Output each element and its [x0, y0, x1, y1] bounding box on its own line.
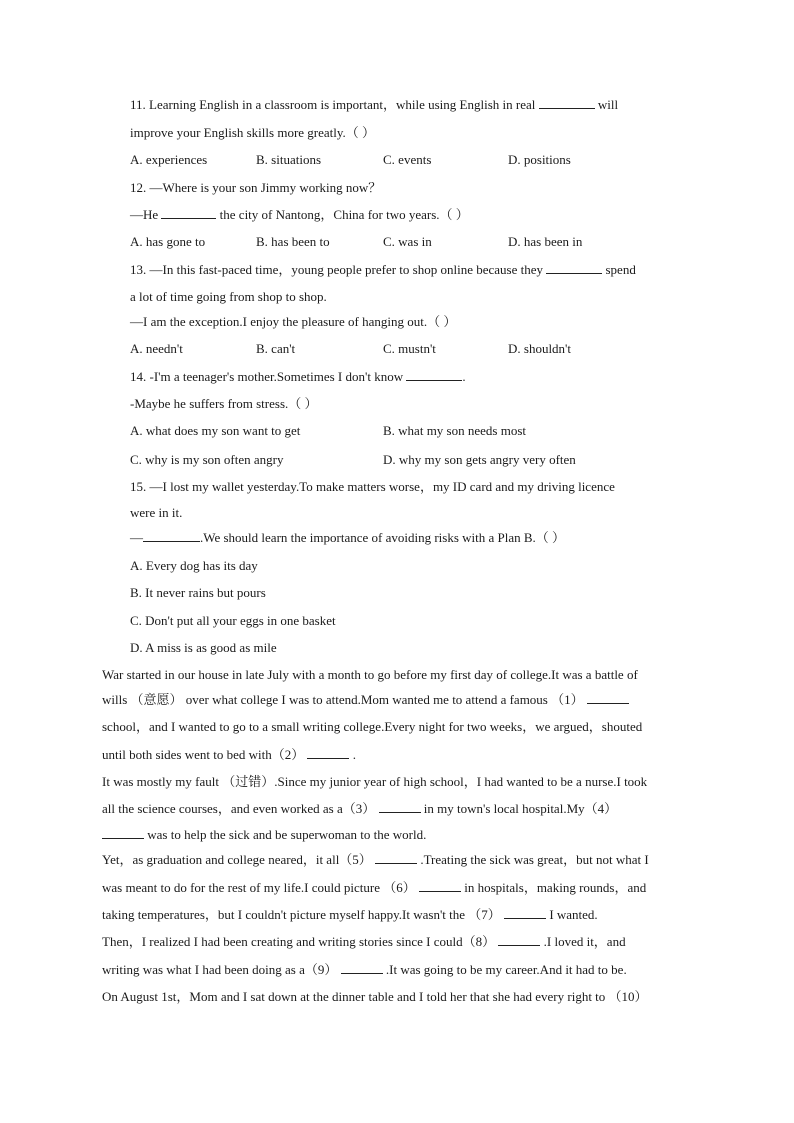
- answer-blank: [587, 691, 629, 704]
- line-text: 14. -I'm a teenager's mother.Sometimes I don't know: [130, 369, 407, 384]
- line-text: Yet，as graduation and college neared，it all（5）: [102, 852, 376, 867]
- line-text: Then，I realized I had been creating and writing stories since I could（8）: [102, 934, 499, 949]
- answer-blank: [143, 529, 200, 542]
- option-c: C. Don't put all your eggs in one basket: [130, 613, 336, 628]
- option-c: C. events: [383, 152, 432, 167]
- answer-blank: [498, 933, 540, 946]
- option-c: C. was in: [383, 234, 432, 249]
- line-text: .We should learn the importance of avoiding risks with a Plan B.（ ）: [200, 530, 566, 545]
- option-d: D. why my son gets angry very often: [383, 452, 576, 467]
- option-c: C. why is my son often angry: [130, 452, 284, 467]
- line-text: school，and I wanted to go to a small writing college.Every night for two weeks，we argued，shouted: [102, 719, 643, 734]
- option-d: D. shouldn't: [508, 341, 572, 356]
- line-text: —I am the exception.I enjoy the pleasure of hanging out.（ ）: [130, 314, 457, 329]
- line-text: I wanted.: [546, 907, 598, 922]
- line-text: all the science courses，and even worked as a（3）: [102, 801, 379, 816]
- answer-blank: [419, 879, 461, 892]
- text-line: [102, 933, 626, 951]
- option-d: D. A miss is as good as mile: [130, 640, 277, 655]
- answer-blank: [379, 800, 421, 813]
- line-text: until both sides went to bed with（2）: [102, 747, 308, 762]
- line-text: -Maybe he suffers from stress.（ ）: [130, 396, 318, 411]
- text-line: [102, 826, 426, 844]
- option-a: A. has gone to: [130, 234, 206, 249]
- line-text: will: [594, 97, 619, 112]
- answer-blank: [375, 851, 417, 864]
- text-line: [102, 906, 598, 924]
- text-line: [130, 478, 615, 496]
- text-line: [130, 368, 466, 386]
- option-d: D. has been in: [508, 234, 583, 249]
- answer-blank: [161, 206, 216, 219]
- line-text: .: [462, 369, 466, 384]
- text-line: [102, 666, 638, 684]
- text-line: [130, 288, 327, 306]
- text-line: [102, 988, 648, 1006]
- text-line: [102, 718, 642, 736]
- line-text: .Treating the sick was great，but not what I: [417, 852, 649, 867]
- option-b: B. what my son needs most: [383, 423, 526, 438]
- text-line: [130, 96, 618, 114]
- text-line: [102, 746, 356, 764]
- text-line: [130, 529, 565, 547]
- option-a: A. needn't: [130, 341, 183, 356]
- text-line: [102, 851, 649, 869]
- line-text: 12. —Where is your son Jimmy working now？: [130, 180, 382, 195]
- option-d: D. positions: [508, 152, 571, 167]
- answer-blank: [341, 961, 383, 974]
- option-a: A. Every dog has its day: [130, 558, 258, 573]
- line-text: It was mostly my fault （过错）.Since my junior year of high school，I had wanted to be a nurse.I took: [102, 774, 648, 789]
- answer-blank: [539, 96, 595, 109]
- answer-blank: [307, 746, 349, 759]
- line-text: improve your English skills more greatly.（ ）: [130, 125, 376, 140]
- text-line: [130, 206, 469, 224]
- line-text: were in it.: [130, 505, 183, 520]
- line-text: a lot of time going from shop to shop.: [130, 289, 327, 304]
- line-text: was meant to do for the rest of my life.I could picture （6）: [102, 880, 419, 895]
- text-line: [102, 961, 627, 979]
- line-text: the city of Nantong，China for two years.（ ）: [216, 207, 469, 222]
- line-text: in hospitals，making rounds，and: [460, 880, 647, 895]
- line-text: taking temperatures，but I couldn't picture myself happy.It wasn't the （7）: [102, 907, 505, 922]
- line-text: 13. —In this fast-paced time，young people prefer to shop online because they: [130, 262, 547, 277]
- text-line: [102, 800, 617, 818]
- line-text: .It was going to be my career.And it had to be.: [382, 962, 627, 977]
- text-line: [102, 773, 647, 791]
- text-line: [130, 261, 636, 279]
- line-text: .I loved it，and: [540, 934, 626, 949]
- option-b: B. It never rains but pours: [130, 585, 266, 600]
- line-text: 11. Learning English in a classroom is important，while using English in real: [130, 97, 539, 112]
- line-text: —He: [130, 207, 162, 222]
- text-line: [130, 395, 318, 413]
- option-b: B. situations: [256, 152, 322, 167]
- option-b: B. has been to: [256, 234, 330, 249]
- option-a: A. what does my son want to get: [130, 423, 301, 438]
- line-text: in my town's local hospital.My（4）: [420, 801, 618, 816]
- line-text: wills （意愿） over what college I was to attend.Mom wanted me to attend a famous （1）: [102, 692, 587, 707]
- answer-blank: [546, 261, 602, 274]
- line-text: .: [349, 747, 356, 762]
- line-text: On August 1st，Mom and I sat down at the dinner table and I told her that she had every right to （10）: [102, 989, 648, 1004]
- option-c: C. mustn't: [383, 341, 436, 356]
- text-line: [130, 124, 375, 142]
- line-text: was to help the sick and be superwoman to the world.: [144, 827, 427, 842]
- line-text: 15. —I lost my wallet yesterday.To make matters worse，my ID card and my driving licence: [130, 479, 615, 494]
- option-a: A. experiences: [130, 152, 208, 167]
- line-text: War started in our house in late July with a month to go before my first day of college.It was a battle of: [102, 667, 638, 682]
- answer-blank: [504, 906, 546, 919]
- text-line: [102, 879, 646, 897]
- line-text: spend: [602, 262, 636, 277]
- answer-blank: [102, 826, 144, 839]
- option-b: B. can't: [256, 341, 296, 356]
- line-text: —: [130, 530, 143, 545]
- text-line: [102, 691, 629, 709]
- answer-blank: [406, 368, 462, 381]
- line-text: writing was what I had been doing as a（9）: [102, 962, 341, 977]
- text-line: [130, 179, 381, 197]
- text-line: [130, 504, 182, 522]
- text-line: [130, 313, 456, 331]
